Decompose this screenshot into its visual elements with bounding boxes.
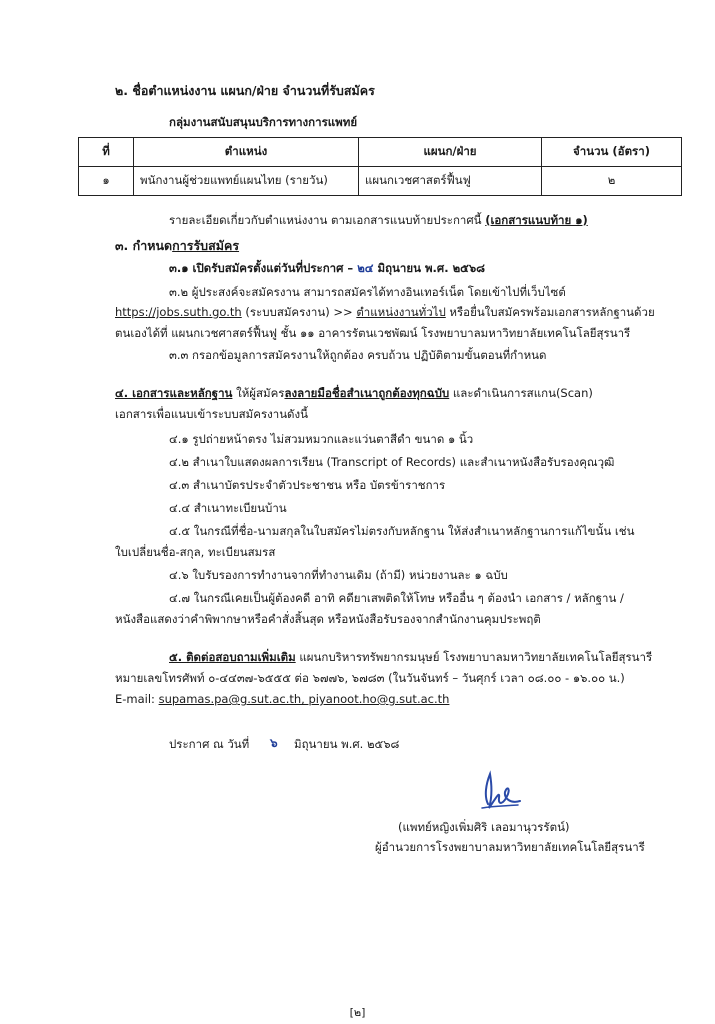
attachment-reference: (เอกสารแนบท้าย ๑) [485, 213, 588, 227]
cell-quantity: ๒ [542, 167, 682, 196]
section-5-line-1 [169, 650, 652, 665]
section-4-item: ๔.๔ สำเนาทะเบียนบ้าน [169, 501, 287, 515]
signature-icon [474, 768, 524, 813]
section-3-heading-underlined: การรับสมัคร [172, 238, 240, 253]
announce-handwritten-day: ๖ [270, 736, 278, 750]
section-5-line-1-rest: แผนกบริหารทรัพยากรมนุษย์ โรงพยาบาลมหาวิทยาลัยเทคโนโลยีสุรนารี [295, 650, 653, 664]
announce-prefix: ประกาศ ณ วันที่ [169, 737, 250, 751]
section-4-item: ๔.๕ ในกรณีที่ชื่อ-นามสกุลในใบสมัครไม่ตรงกับหลักฐาน ให้ส่งสำเนาหลักฐานการแก้ไขนั้น เช่น [169, 524, 635, 538]
section-4-heading-mid: ให้ผู้สมัคร [232, 386, 285, 400]
signatory-title: ผู้อำนวยการโรงพยาบาลมหาวิทยาลัยเทคโนโลยีสุรนารี [375, 840, 645, 854]
section-5-heading: ๕. ติดต่อสอบถามเพิ่มเติม [169, 650, 296, 664]
cell-position: พนักงานผู้ช่วยแพทย์แผนไทย (รายวัน) [134, 167, 359, 196]
col-header-position: ตำแหน่ง [134, 138, 359, 167]
table-header-row [79, 138, 682, 167]
col-header-department: แผนก/ฝ่าย [359, 138, 542, 167]
section-4-item: ๔.๒ สำเนาใบแสดงผลการเรียน (Transcript of Records) และสำเนาหนังสือรับรองคุณวุฒิ [169, 455, 615, 469]
group-heading: กลุ่มงานสนับสนุนบริการทางการแพทย์ [169, 115, 358, 129]
section-4-item-continued: ใบเปลี่ยนชื่อ-สกุล, ทะเบียนสมรส [115, 545, 276, 559]
jobs-website-link[interactable]: https://jobs.suth.go.th [115, 305, 242, 319]
section-3-3: ๓.๓ กรอกข้อมูลการสมัครงานให้ถูกต้อง ครบถ้วน ปฏิบัติตามขั้นตอนที่กำหนด [169, 348, 547, 362]
section-5-phone: หมายเลขโทรศัพท์ ๐-๔๔๓๗-๖๕๕๕ ต่อ ๖๗๗๖, ๖๗๘๓ (ในวันจันทร์ – วันศุกร์ เวลา ๐๘.๐๐ - ๑๖.๐๐ น.) [115, 671, 625, 685]
section-2-heading: ๒. ชื่อตำแหน่งงาน แผนก/ฝ่าย จำนวนที่รับสมัคร [115, 83, 375, 98]
positions-table [78, 137, 682, 196]
cell-no: ๑ [79, 167, 134, 196]
section-4-item: ๔.๖ ใบรับรองการทำงานจากที่ทำงานเดิม (ถ้ามี) หน่วยงานละ ๑ ฉบับ [169, 568, 508, 582]
section-3-heading-prefix: ๓. กำหนด [115, 238, 173, 253]
section-5-email-line [115, 692, 449, 707]
section-3-1 [169, 261, 485, 276]
section-4-heading [115, 386, 593, 401]
table-row [79, 167, 682, 196]
page-number: [๒] [349, 1006, 366, 1019]
cell-department: แผนกเวชศาสตร์ฟื้นฟู [359, 167, 542, 196]
section-3-2-line-2 [115, 305, 655, 320]
section-3-1-prefix: ๓.๑ เปิดรับสมัครตั้งแต่วันที่ประกาศ – [169, 261, 358, 275]
section-4-item-continued: หนังสือแสดงว่าคำพิพากษาหรือคำสั่งสิ้นสุด หรือหนังสือรับรองจากสำนักงานคุมประพฤติ [115, 612, 541, 626]
section-3-2-mid: (ระบบสมัครงาน) >> [241, 305, 357, 319]
section-3-2-line-3: ตนเองได้ที่ แผนกเวชศาสตร์ฟื้นฟู ชั้น ๑๑ อาคารรัตนเวชพัฒน์ โรงพยาบาลมหาวิทยาลัยเทคโนโลยีสุรนารี [115, 326, 631, 340]
signatory-name: (แพทย์หญิงเพิ่มศิริ เลอมานุวรรัตน์) [398, 820, 570, 834]
details-text: รายละเอียดเกี่ยวกับตำแหน่งงาน ตามเอกสารแนบท้ายประกาศนี้ [169, 213, 486, 227]
section-4-line-2: เอกสารเพื่อแนบเข้าระบบสมัครงานดังนี้ [115, 407, 308, 421]
section-4-item: ๔.๓ สำเนาบัตรประจำตัวประชาชน หรือ บัตรข้าราชการ [169, 478, 446, 492]
section-3-1-suffix: มิถุนายน พ.ศ. ๒๕๖๘ [373, 261, 486, 275]
announce-suffix: มิถุนายน พ.ศ. ๒๕๖๘ [294, 737, 400, 751]
general-positions-link[interactable]: ตำแหน่งงานทั่วไป [356, 305, 446, 319]
section-4-item: ๔.๗ ในกรณีเคยเป็นผู้ต้องคดี อาทิ คดียาเสพติดให้โทษ หรืออื่น ๆ ต้องนำ เอกสาร / หลักฐาน / [169, 591, 624, 605]
section-3-2-rest: หรือยื่นใบสมัครพร้อมเอกสารหลักฐานด้วย [445, 305, 655, 319]
section-3-heading [115, 238, 239, 253]
col-header-quantity: จำนวน (อัตรา) [542, 138, 682, 167]
section-3-1-handwritten-day: ๒๔ [357, 261, 374, 275]
details-line [169, 213, 588, 228]
email-label: E-mail: [115, 692, 159, 706]
section-3-2-line-1: ๓.๒ ผู้ประสงค์จะสมัครงาน สามารถสมัครได้ทางอินเทอร์เน็ต โดยเข้าไปที่เว็บไซต์ [169, 285, 566, 299]
section-4-heading-rest: และดำเนินการสแกน(Scan) [449, 386, 593, 400]
section-4-heading-title: ๔. เอกสารและหลักฐาน [115, 386, 233, 400]
section-4-item: ๔.๑ รูปถ่ายหน้าตรง ไม่สวมหมวกและแว่นตาสีดำ ขนาด ๑ นิ้ว [169, 432, 474, 446]
section-4-heading-emphasis: ลงลายมือชื่อสำเนาถูกต้องทุกฉบับ [284, 386, 450, 400]
col-header-no: ที่ [79, 138, 134, 167]
email-links[interactable]: supamas.pa@g.sut.ac.th, piyanoot.ho@g.sut.ac.th [158, 692, 450, 706]
